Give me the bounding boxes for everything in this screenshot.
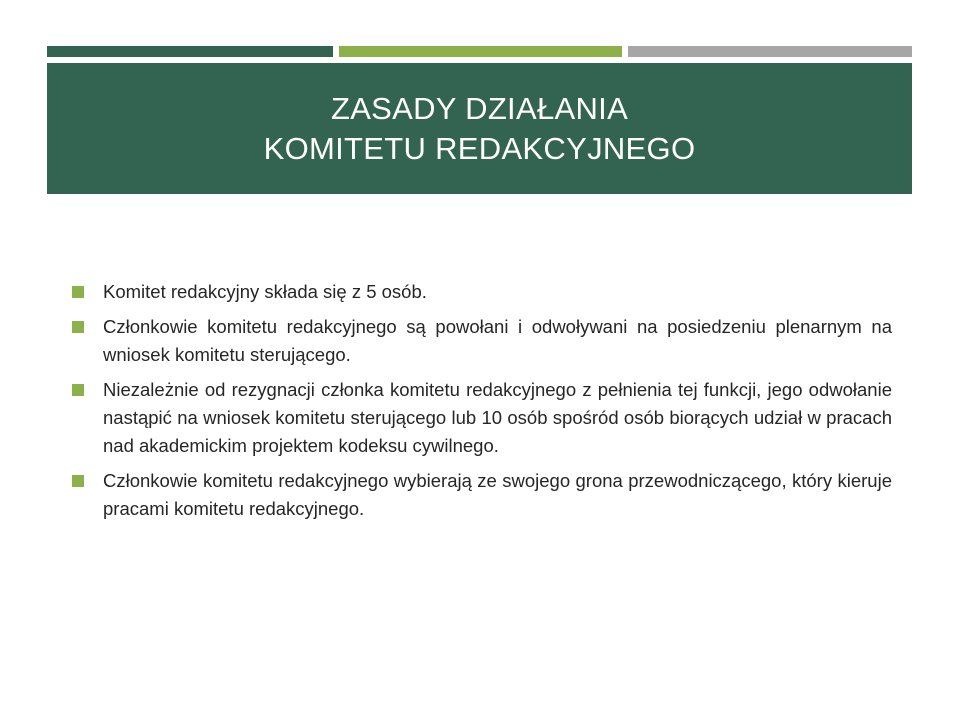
square-bullet-icon xyxy=(72,384,84,396)
bullet-item xyxy=(72,376,892,460)
square-bullet-icon xyxy=(72,286,84,298)
bullet-text: Niezależnie od rezygnacji członka komitetu redakcyjnego z pełnienia tej funkcji, jego odwołanie nastąpić na wniosek komitetu sterującego lub 10 osób spośród osób biorących udział w pracach nad akademickim projektem kodeksu cywilnego. xyxy=(103,379,892,456)
bullet-item xyxy=(72,278,892,306)
bullet-list xyxy=(72,278,892,530)
bullet-item xyxy=(72,467,892,523)
accent-bar-gray xyxy=(628,46,912,57)
title-band xyxy=(47,63,912,194)
slide-title-line-2: KOMITETU REDAKCYJNEGO xyxy=(263,130,696,166)
accent-bar-green-light xyxy=(339,46,622,57)
slide-title-line-1: ZASADY DZIAŁANIA xyxy=(330,90,629,126)
bullet-text: Członkowie komitetu redakcyjnego są powołani i odwoływani na posiedzeniu plenarnym na wniosek komitetu sterującego. xyxy=(103,316,892,365)
accent-bar-green-dark xyxy=(47,46,333,57)
square-bullet-icon xyxy=(72,475,84,487)
bullet-item xyxy=(72,313,892,369)
square-bullet-icon xyxy=(72,321,84,333)
bullet-text: Komitet redakcyjny składa się z 5 osób. xyxy=(103,281,427,302)
bullet-text: Członkowie komitetu redakcyjnego wybierają ze swojego grona przewodniczącego, który kieruje pracami komitetu redakcyjnego. xyxy=(103,470,892,519)
